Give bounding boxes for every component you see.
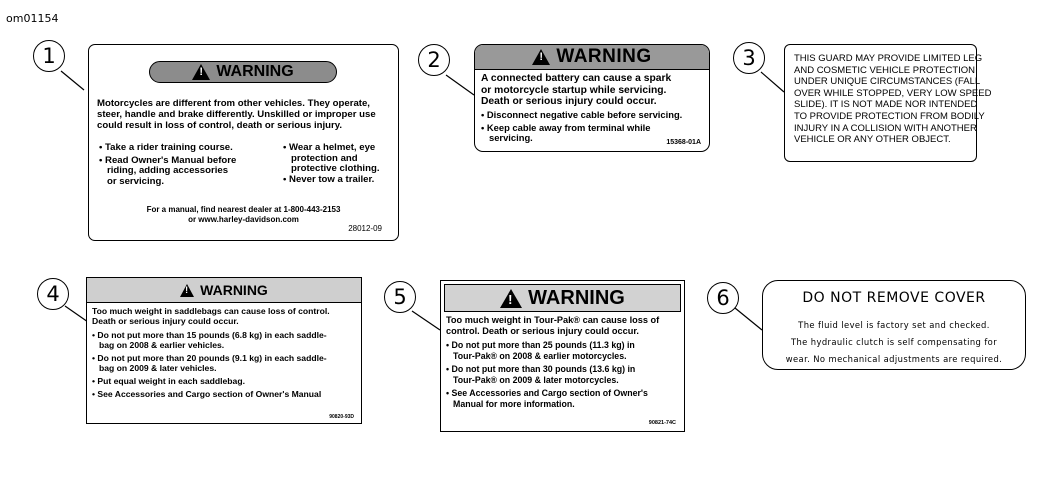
leader-line-3	[761, 72, 784, 92]
leader-line-1	[61, 71, 84, 90]
leader-line-2	[446, 75, 474, 95]
callout-1: 1	[33, 40, 65, 72]
warning-triangle-icon	[500, 289, 522, 308]
callout-2: 2	[418, 44, 450, 76]
label2-intro: A connected battery can cause a spark or motorcycle startup while servicing. Death or serious injury could occur.	[481, 73, 672, 107]
warning-triangle-icon	[180, 284, 194, 297]
label1-footer: For a manual, find nearest dealer at 1-800-443-2153 or www.harley-davidson.com	[146, 205, 341, 224]
label5-intro: Too much weight in Tour-Pak® can cause loss of control. Death or serious injury could occur.	[446, 315, 660, 336]
label2-bullets: • Disconnect negative cable before servicing. • Keep cable away from terminal while servicing.	[481, 109, 683, 143]
warning-triangle-icon	[532, 49, 550, 65]
label5-part-number: 90821-74C	[648, 420, 676, 426]
callout-4: 4	[37, 278, 69, 310]
leader-line-5	[412, 311, 440, 330]
label4-bullets: • Do not put more than 15 pounds (6.8 kg) in each saddle- bag on 2008 & earlier vehicles. • Do not put more than 20 pounds (9.1 kg) in each saddle- bag on 2009 & later vehicles. • Put equal weight in each saddlebag. • See Accessories and Cargo section of Owner's Manual	[92, 330, 327, 399]
guard-label-3	[784, 44, 992, 162]
label1-heading: WARNING	[216, 63, 294, 80]
warning-label-2	[474, 44, 710, 152]
warning-label-1	[88, 44, 399, 241]
label1-intro: Motorcycles are different from other vehicles. They operate, steer, handle and brake differently. Unskilled or improper use could result in loss of control, death or serious injury.	[97, 98, 376, 131]
label4-header	[87, 278, 361, 303]
label5-heading: WARNING	[528, 286, 625, 309]
label2-part-number: 15368-01A	[666, 139, 701, 146]
label1-left-bullets: • Take a rider training course. • Read Owner's Manual before riding, adding accessories or servicing.	[99, 142, 237, 187]
label5-header	[444, 284, 681, 312]
label4-part-number: 90820-93D	[329, 414, 354, 420]
warning-label-5	[440, 280, 685, 432]
callout-5: 5	[384, 281, 416, 313]
leader-line-4	[65, 306, 88, 322]
label2-header	[475, 45, 709, 70]
label4-heading: WARNING	[200, 282, 268, 298]
callout-6: 6	[707, 282, 739, 314]
label4-intro: Too much weight in saddlebags can cause loss of control. Death or serious injury could occur.	[92, 306, 330, 326]
label1-part-number: 28012-09	[348, 224, 382, 233]
callout-3: 3	[733, 42, 765, 74]
warning-label-4	[86, 277, 362, 424]
label2-heading: WARNING	[556, 46, 652, 67]
label5-bullets: • Do not put more than 25 pounds (11.3 kg) in Tour-Pak® on 2008 & earlier motorcycles. • Do not put more than 30 pounds (13.6 kg) in Tour-Pak® on 2009 & later motorcycles. • See Accessories and Cargo section of Owner's Manual for more information.	[446, 340, 648, 409]
label6-body: The fluid level is factory set and checked. The hydraulic clutch is self compensating for wear. No mechanical adjustments are required.	[785, 320, 1003, 364]
label1-right-bullets: • Wear a helmet, eye protection and protective clothing. • Never tow a trailer.	[283, 142, 380, 185]
figure-id: om01154	[6, 12, 59, 25]
leader-line-6	[735, 308, 762, 330]
label3-text: THIS GUARD MAY PROVIDE LIMITED LEG AND COSMETIC VEHICLE PROTECTION UNDER UNIQUE CIRCUMSTANCES (FALL OVER WHILE STOPPED, VERY LOW SPEED SLIDE). IT IS NOT MADE NOR INTENDED TO PROVIDE PROTECTION FROM BODILY INJURY IN A COLLISION WITH ANOTHER VEHICLE OR ANY OTHER OBJECT.	[794, 53, 992, 146]
warning-triangle-icon	[192, 64, 210, 80]
label6-title: DO NOT REMOVE COVER	[802, 290, 986, 306]
cover-label-6	[762, 280, 1026, 370]
label1-header	[149, 61, 337, 83]
